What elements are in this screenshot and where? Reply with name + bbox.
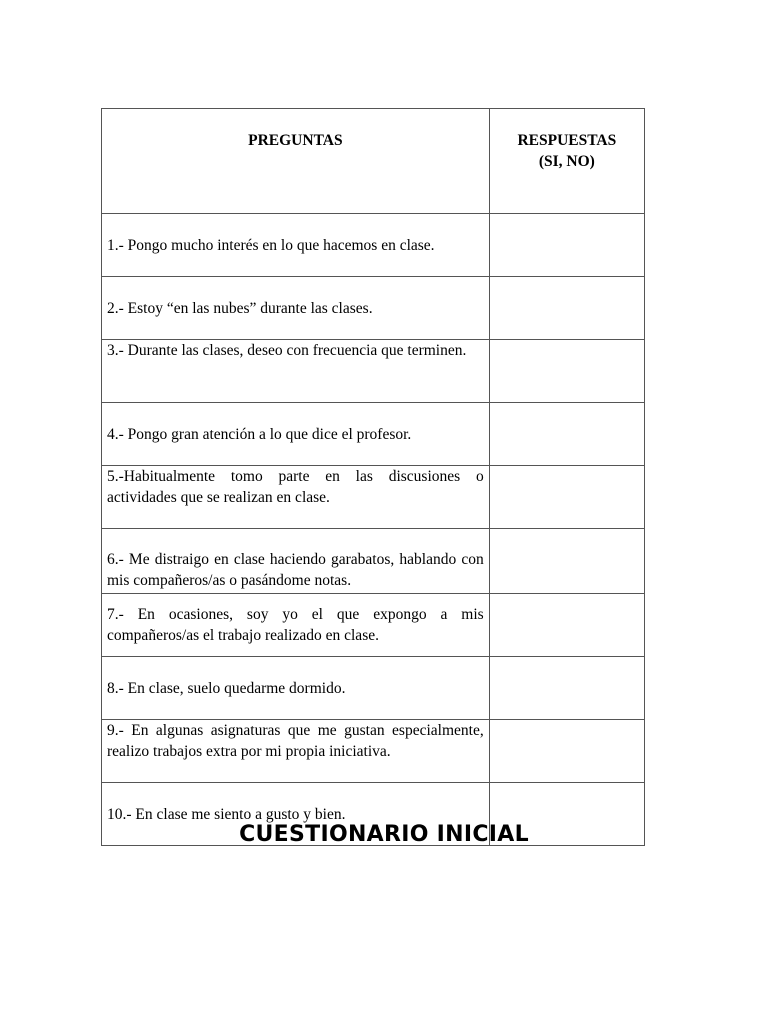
question-cell: 9.- En algunas asignaturas que me gustan especialmente, realizo trabajos extra por mi propia iniciativa. [102, 720, 490, 783]
question-cell: 3.- Durante las clases, deseo con frecuencia que terminen. [102, 340, 490, 403]
question-cell: 8.- En clase, suelo quedarme dormido. [102, 657, 490, 720]
answers-header-line2: (SI, NO) [538, 153, 595, 170]
table-row [102, 657, 645, 720]
table-row [102, 529, 645, 594]
answer-cell[interactable] [489, 340, 644, 403]
question-cell: 2.- Estoy “en las nubes” durante las clases. [102, 277, 490, 340]
answer-cell[interactable] [489, 720, 644, 783]
answer-cell[interactable] [489, 214, 644, 277]
question-cell: 5.-Habitualmente tomo parte en las discusiones o actividades que se realizan en clase. [102, 466, 490, 529]
questionnaire-table [101, 108, 645, 846]
answer-cell[interactable] [489, 657, 644, 720]
table-row [102, 466, 645, 529]
answers-column-header [489, 109, 644, 214]
table-header-row [102, 109, 645, 214]
answer-cell[interactable] [489, 594, 644, 657]
question-cell: 7.- En ocasiones, soy yo el que expongo a mis compañeros/as el trabajo realizado en clase. [102, 594, 490, 657]
question-cell: 10.- En clase me siento a gusto y bien. [102, 783, 490, 846]
table-row [102, 720, 645, 783]
answer-cell[interactable] [489, 529, 644, 594]
questions-column-header: PREGUNTAS [102, 109, 490, 214]
question-cell: 4.- Pongo gran atención a lo que dice el profesor. [102, 403, 490, 466]
question-cell: 1.- Pongo mucho interés en lo que hacemos en clase. [102, 214, 490, 277]
question-cell: 6.- Me distraigo en clase haciendo garabatos, hablando con mis compañeros/as o pasándome notas. [102, 529, 490, 594]
answer-cell[interactable] [489, 277, 644, 340]
answer-cell[interactable] [489, 466, 644, 529]
table-row [102, 277, 645, 340]
table-row [102, 594, 645, 657]
document-title: CUESTIONARIO INICIAL [239, 822, 529, 847]
answer-cell[interactable] [489, 403, 644, 466]
table-row [102, 340, 645, 403]
table-row [102, 403, 645, 466]
answers-header-line1: RESPUESTAS [517, 132, 617, 149]
table-row [102, 214, 645, 277]
